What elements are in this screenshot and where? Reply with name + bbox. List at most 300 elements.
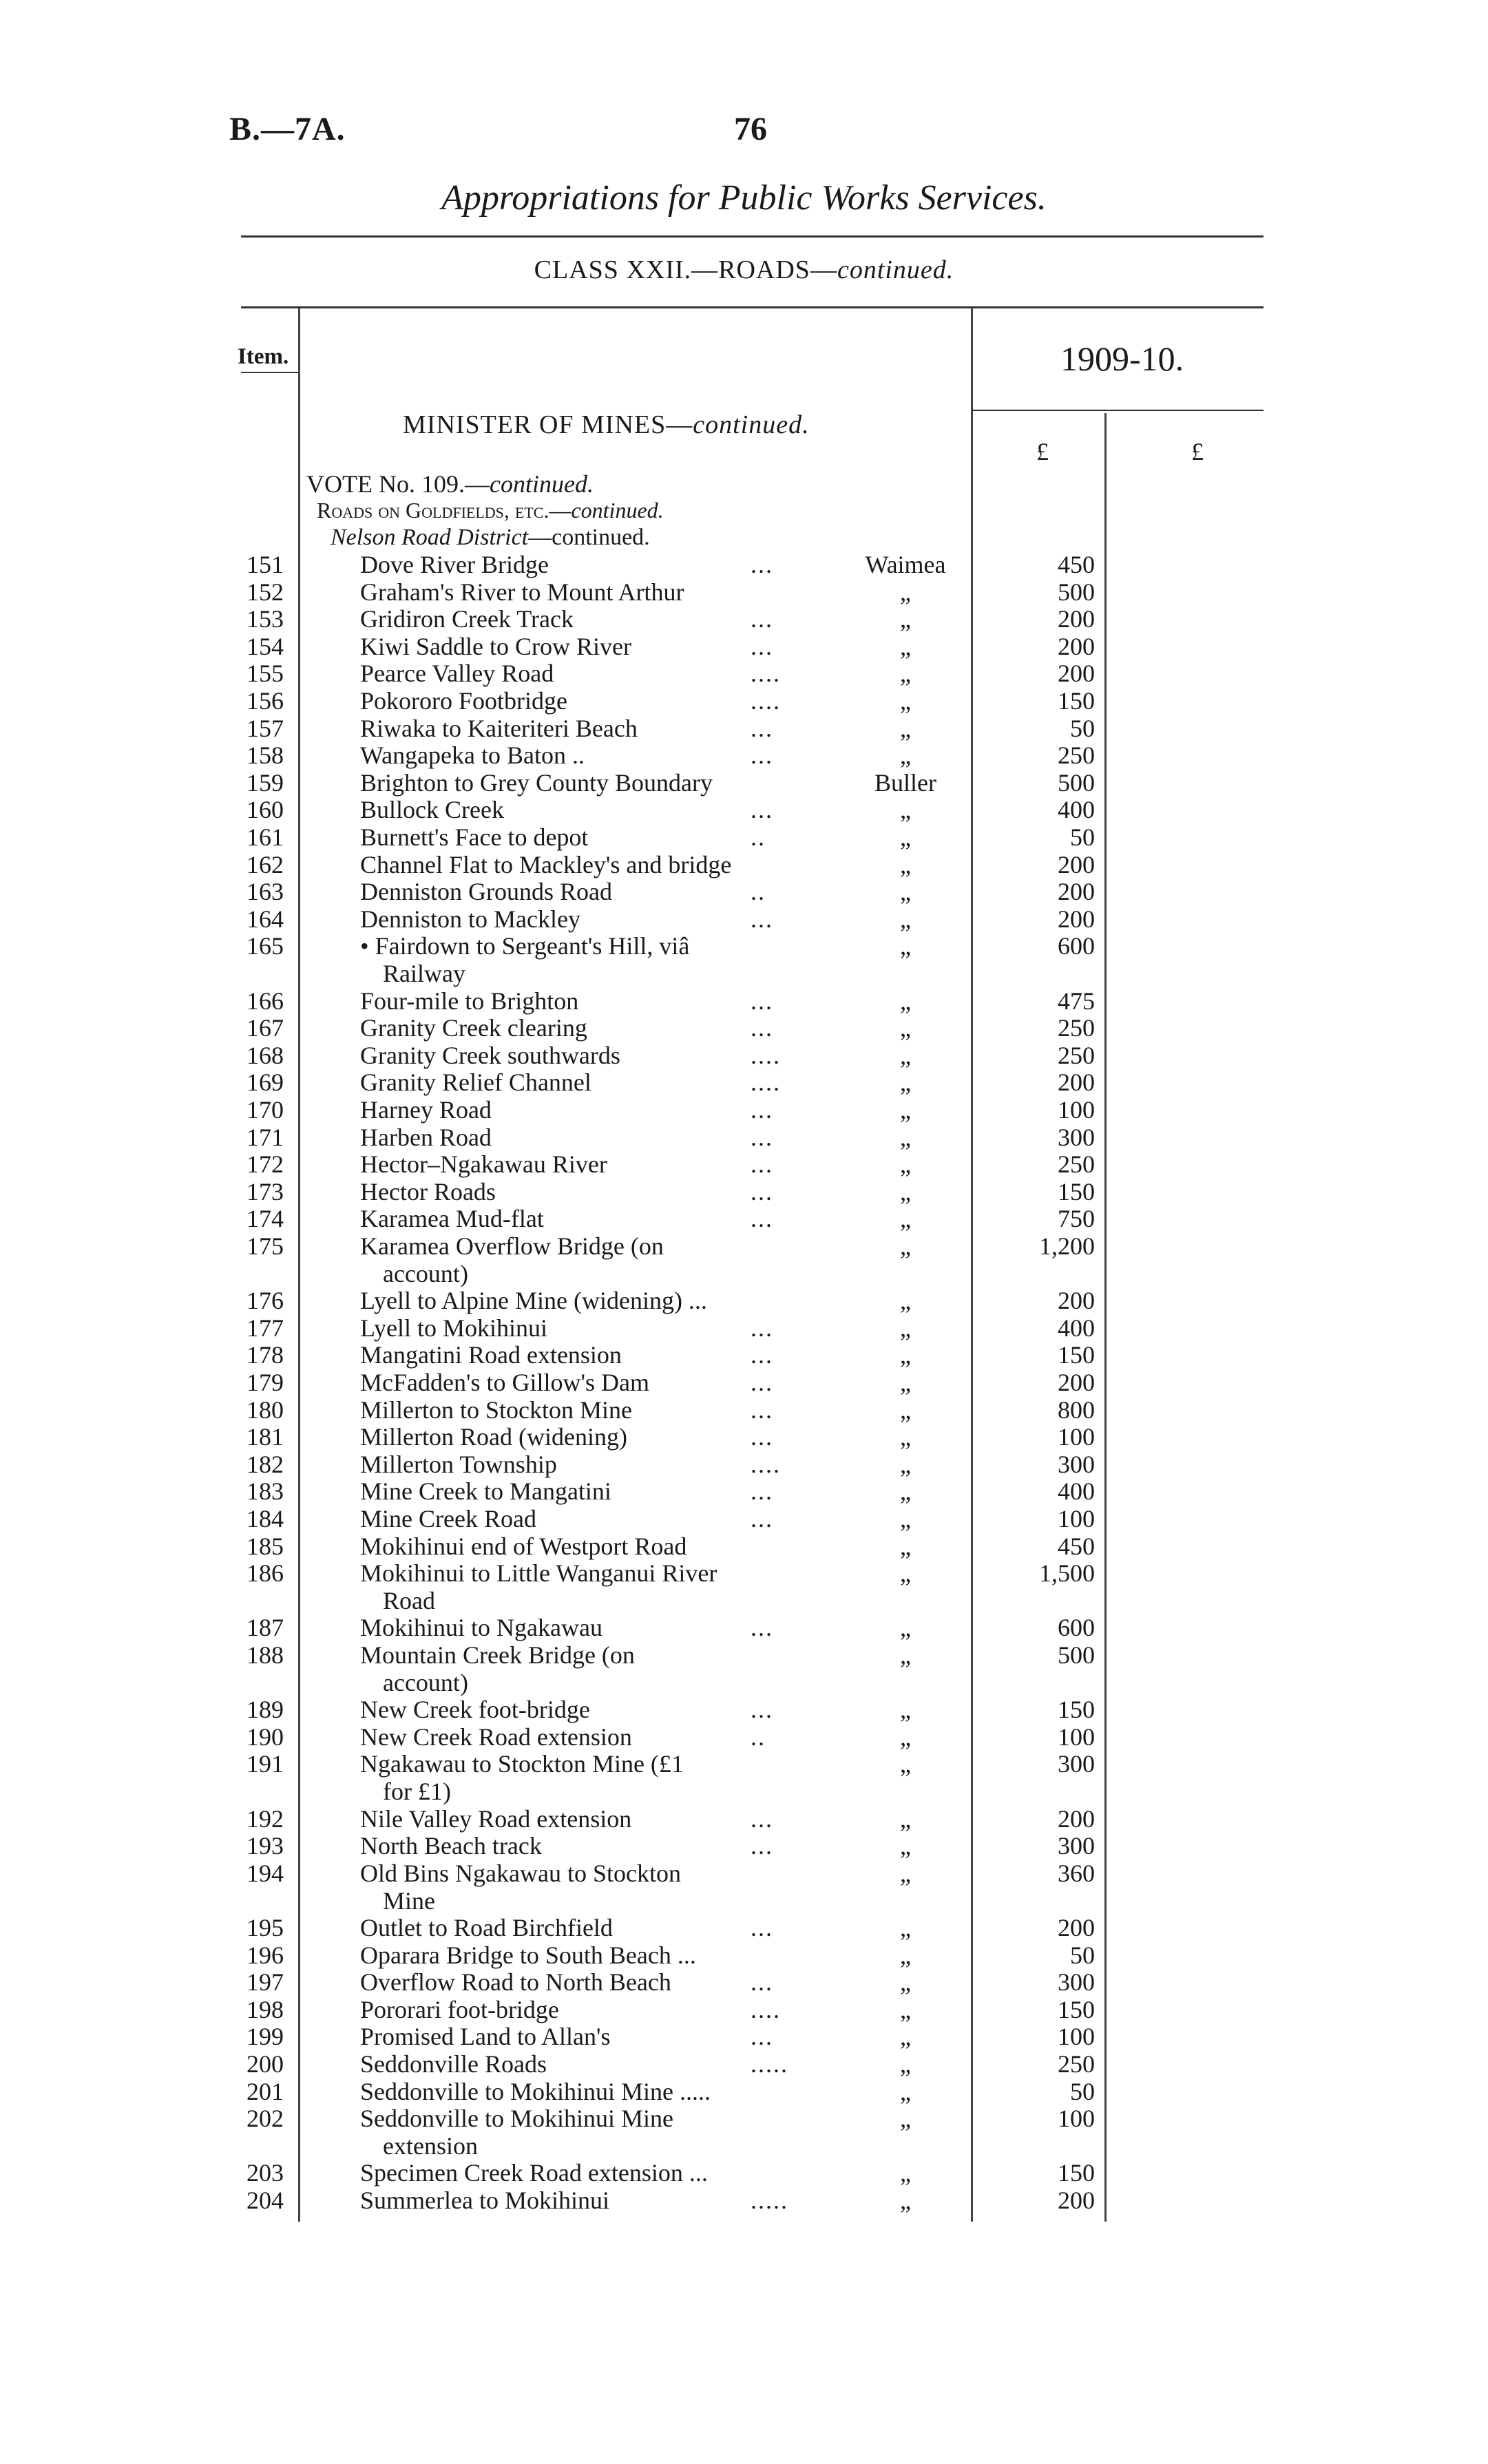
item-description: Harben Road xyxy=(360,1123,492,1151)
item-number: 155 xyxy=(247,660,284,688)
road-district: „ xyxy=(900,1068,911,1097)
amount: 150 xyxy=(1058,1696,1095,1724)
amount: 100 xyxy=(1058,1723,1095,1751)
table-row xyxy=(0,1096,1488,1124)
road-district: „ xyxy=(900,687,911,715)
amount: 200 xyxy=(1058,878,1095,906)
road-district: „ xyxy=(900,1205,911,1233)
page-subtitle: Appropriations for Public Works Services. xyxy=(441,178,1047,218)
leader-dots: ... xyxy=(751,1804,773,1833)
table-row xyxy=(0,1859,1488,1915)
amount: 400 xyxy=(1058,1477,1095,1506)
item-description: Promised Land to Allan's xyxy=(360,2023,611,2051)
amount: 100 xyxy=(1058,2105,1095,2133)
item-description: Burnett's Face to depot xyxy=(360,823,589,851)
leader-dots: ... xyxy=(751,1123,773,1151)
road-district: „ xyxy=(900,905,911,933)
item-description: Seddonville Roads xyxy=(360,2050,547,2078)
item-description: Mokihinui to Little Wanganui River xyxy=(360,1559,717,1588)
road-district: „ xyxy=(900,932,911,960)
leader-dots: ... xyxy=(751,1968,773,1997)
leader-dots: ... xyxy=(751,1832,773,1860)
item-number: 175 xyxy=(247,1232,284,1260)
road-district: „ xyxy=(900,1341,911,1369)
item-number: 180 xyxy=(247,1396,284,1424)
rule-item-under xyxy=(241,372,298,373)
item-description-continued: Road xyxy=(383,1587,435,1615)
leader-dots: ... xyxy=(751,1314,773,1342)
item-number: 176 xyxy=(247,1287,284,1315)
district-heading-name: Nelson Road District xyxy=(331,525,529,550)
item-description: Specimen Creek Road extension ... xyxy=(360,2159,708,2187)
item-number: 171 xyxy=(247,1123,284,1151)
item-description: Riwaka to Kaiteriteri Beach xyxy=(360,714,638,742)
amount: 200 xyxy=(1058,1914,1095,1941)
item-description: Kiwi Saddle to Crow River xyxy=(360,632,631,660)
item-number: 185 xyxy=(247,1532,284,1560)
item-number: 153 xyxy=(247,605,284,633)
table-row xyxy=(0,1068,1488,1096)
leader-dots: ... xyxy=(751,605,773,633)
amount: 250 xyxy=(1058,1150,1095,1179)
amount: 50 xyxy=(1070,2077,1095,2105)
amount: 1,500 xyxy=(1039,1559,1095,1588)
item-number: 178 xyxy=(247,1341,284,1369)
table-row xyxy=(0,1559,1488,1615)
table-row xyxy=(0,1451,1488,1478)
table-row xyxy=(0,823,1488,851)
leader-dots: ... xyxy=(751,551,773,578)
item-number: 162 xyxy=(247,850,284,878)
currency-header-1: £ xyxy=(1036,438,1049,465)
road-district: „ xyxy=(900,1450,911,1478)
district-heading-suffix: —continued. xyxy=(528,525,650,550)
table-row xyxy=(0,1232,1488,1287)
item-description: Millerton Road (widening) xyxy=(360,1423,627,1451)
item-number: 190 xyxy=(247,1723,284,1751)
item-description: Ngakawau to Stockton Mine (£1 xyxy=(360,1750,684,1778)
item-number: 182 xyxy=(247,1450,284,1478)
table-row xyxy=(0,1723,1488,1751)
amount: 600 xyxy=(1058,1614,1095,1642)
table-row xyxy=(0,769,1488,797)
road-district: Buller xyxy=(874,768,936,797)
road-district: „ xyxy=(900,1477,911,1506)
item-number: 168 xyxy=(247,1041,284,1069)
amount: 100 xyxy=(1058,1096,1095,1124)
item-number: 200 xyxy=(247,2050,284,2078)
leader-dots: .... xyxy=(751,1041,781,1069)
ministry-heading xyxy=(403,410,810,440)
table-row xyxy=(0,2187,1488,2214)
table-row xyxy=(0,1042,1488,1069)
item-description-continued: Mine xyxy=(383,1886,435,1915)
road-district: „ xyxy=(900,1232,911,1260)
item-number: 193 xyxy=(247,1832,284,1860)
item-number: 204 xyxy=(247,2187,284,2214)
item-description: Mokihinui end of Westport Road xyxy=(360,1532,687,1560)
table-row xyxy=(0,1014,1488,1042)
table-row xyxy=(0,2023,1488,2050)
table-row xyxy=(0,2105,1488,2160)
leader-dots: ..... xyxy=(751,2050,788,2078)
table-row xyxy=(0,715,1488,742)
item-number: 186 xyxy=(247,1559,284,1588)
road-district: „ xyxy=(900,2077,911,2105)
item-number: 184 xyxy=(247,1505,284,1533)
road-district: „ xyxy=(900,1396,911,1424)
road-district: „ xyxy=(900,1041,911,1069)
leader-dots: ... xyxy=(751,1423,773,1451)
amount: 475 xyxy=(1058,987,1095,1015)
road-district: „ xyxy=(900,2159,911,2187)
leader-dots: ... xyxy=(751,1341,773,1369)
road-district: „ xyxy=(900,2105,911,2133)
road-district: Waimea xyxy=(865,551,946,578)
leader-dots: .... xyxy=(751,1450,781,1478)
table-row xyxy=(0,932,1488,988)
road-district: „ xyxy=(900,1014,911,1042)
amount: 150 xyxy=(1058,1995,1095,2023)
table-row xyxy=(0,1314,1488,1342)
amount: 50 xyxy=(1070,714,1095,742)
amount: 250 xyxy=(1058,1041,1095,1069)
table-row xyxy=(0,1641,1488,1696)
road-district: „ xyxy=(900,2187,911,2214)
road-district: „ xyxy=(900,1696,911,1724)
amount: 400 xyxy=(1058,796,1095,824)
leader-dots: ... xyxy=(751,1505,773,1533)
item-number: 173 xyxy=(247,1177,284,1205)
item-description: Mine Creek Road xyxy=(360,1505,536,1533)
item-number: 189 xyxy=(247,1696,284,1724)
road-district: „ xyxy=(900,578,911,606)
item-number: 163 xyxy=(247,878,284,906)
road-district: „ xyxy=(900,1723,911,1751)
table-row xyxy=(0,1287,1488,1314)
amount: 1,200 xyxy=(1039,1232,1095,1260)
item-description: Four-mile to Brighton xyxy=(360,987,579,1015)
road-district: „ xyxy=(900,1859,911,1887)
leader-dots: ... xyxy=(751,632,773,660)
item-number: 197 xyxy=(247,1968,284,1997)
leader-dots: .. xyxy=(751,878,766,906)
road-district: „ xyxy=(900,850,911,878)
leader-dots: .... xyxy=(751,660,781,688)
item-number: 201 xyxy=(247,2077,284,2105)
amount: 750 xyxy=(1058,1205,1095,1233)
item-description: Oparara Bridge to South Beach ... xyxy=(360,1941,696,1969)
table-row xyxy=(0,1477,1488,1505)
road-district: „ xyxy=(900,1804,911,1833)
table-row xyxy=(0,878,1488,905)
road-district: „ xyxy=(900,1123,911,1151)
page-number: 76 xyxy=(734,111,767,147)
leader-dots: .... xyxy=(751,687,781,715)
table-row xyxy=(0,1750,1488,1806)
amount: 200 xyxy=(1058,605,1095,633)
leader-dots: ... xyxy=(751,1914,773,1941)
table-row xyxy=(0,1205,1488,1232)
leader-dots: ... xyxy=(751,741,773,770)
road-district: „ xyxy=(900,1287,911,1315)
road-district: „ xyxy=(900,1968,911,1997)
item-number: 179 xyxy=(247,1369,284,1396)
road-district: „ xyxy=(900,1096,911,1124)
road-district: „ xyxy=(900,1832,911,1860)
amount: 500 xyxy=(1058,578,1095,606)
leader-dots: ... xyxy=(751,1150,773,1179)
leader-dots: ..... xyxy=(751,2187,788,2214)
table-row xyxy=(0,2078,1488,2105)
roads-heading-italic: continued. xyxy=(571,498,664,523)
table-row xyxy=(0,1423,1488,1451)
road-district: „ xyxy=(900,1641,911,1669)
item-number: 174 xyxy=(247,1205,284,1233)
item-description: Granity Relief Channel xyxy=(360,1068,591,1097)
item-description: Pearce Valley Road xyxy=(360,660,554,688)
table-row xyxy=(0,1124,1488,1151)
table-row xyxy=(0,1150,1488,1178)
table-row xyxy=(0,1178,1488,1205)
rule-top xyxy=(241,235,1264,238)
item-number: 203 xyxy=(247,2159,284,2187)
class-heading xyxy=(0,255,1488,285)
leader-dots: ... xyxy=(751,987,773,1015)
amount: 500 xyxy=(1058,1641,1095,1669)
table-row xyxy=(0,1941,1488,1969)
item-number: 202 xyxy=(247,2105,284,2133)
item-number: 177 xyxy=(247,1314,284,1342)
item-description: Gridiron Creek Track xyxy=(360,605,574,633)
table-row xyxy=(0,578,1488,606)
item-number: 157 xyxy=(247,714,284,742)
item-number: 199 xyxy=(247,2023,284,2051)
vote-heading-italic: continued. xyxy=(489,470,594,498)
road-district: „ xyxy=(900,714,911,742)
table-row xyxy=(0,796,1488,823)
column-header-year: 1909-10. xyxy=(1060,339,1184,378)
amount: 50 xyxy=(1070,1941,1095,1969)
item-description: New Creek foot-bridge xyxy=(360,1696,590,1724)
leader-dots: ... xyxy=(751,1614,773,1642)
amount: 450 xyxy=(1058,551,1095,578)
amount: 200 xyxy=(1058,1287,1095,1315)
amount: 450 xyxy=(1058,1532,1095,1560)
table-row xyxy=(0,2159,1488,2187)
amount: 400 xyxy=(1058,1314,1095,1342)
item-number: 183 xyxy=(247,1477,284,1506)
item-description-continued: account) xyxy=(383,1260,468,1287)
amount: 100 xyxy=(1058,1423,1095,1451)
item-number: 161 xyxy=(247,823,284,851)
item-description: Karamea Overflow Bridge (on xyxy=(360,1232,664,1260)
table-row xyxy=(0,905,1488,933)
item-description: Granity Creek clearing xyxy=(360,1014,587,1042)
leader-dots: ... xyxy=(751,1369,773,1396)
amount: 50 xyxy=(1070,823,1095,851)
amount: 200 xyxy=(1058,1369,1095,1396)
road-district: „ xyxy=(900,2023,911,2051)
amount: 200 xyxy=(1058,632,1095,660)
item-number: 187 xyxy=(247,1614,284,1642)
item-description: Karamea Mud-flat xyxy=(360,1205,544,1233)
road-district: „ xyxy=(900,1559,911,1588)
item-description: Summerlea to Mokihinui xyxy=(360,2187,609,2214)
item-number: 164 xyxy=(247,905,284,933)
amount: 150 xyxy=(1058,1177,1095,1205)
leader-dots: ... xyxy=(751,796,773,824)
table-row xyxy=(0,1696,1488,1723)
leader-dots: ... xyxy=(751,905,773,933)
road-district: „ xyxy=(900,1914,911,1941)
leader-dots: ... xyxy=(751,1177,773,1205)
road-district: „ xyxy=(900,632,911,660)
ministry-heading-main: MINISTER OF MINES— xyxy=(403,410,693,439)
table-row xyxy=(0,633,1488,660)
table-row xyxy=(0,660,1488,687)
item-number: 169 xyxy=(247,1068,284,1097)
item-description: Hector Roads xyxy=(360,1177,496,1205)
item-description: Hector–Ngakawau River xyxy=(360,1150,607,1179)
table-row xyxy=(0,1832,1488,1860)
table-row xyxy=(0,1369,1488,1396)
leader-dots: ... xyxy=(751,1696,773,1724)
leader-dots: ... xyxy=(751,1477,773,1506)
amount: 100 xyxy=(1058,1505,1095,1533)
amount: 300 xyxy=(1058,1832,1095,1860)
item-number: 158 xyxy=(247,741,284,770)
table-row xyxy=(0,1505,1488,1533)
table-row xyxy=(0,1914,1488,1941)
amount: 150 xyxy=(1058,687,1095,715)
road-district: „ xyxy=(900,1941,911,1969)
item-description: Mokihinui to Ngakawau xyxy=(360,1614,602,1642)
item-description: Outlet to Road Birchfield xyxy=(360,1914,613,1941)
table-row xyxy=(0,1341,1488,1369)
vote-heading xyxy=(306,470,594,498)
item-description: Channel Flat to Mackley's and bridge xyxy=(360,850,732,878)
item-description: Wangapeka to Baton .. xyxy=(360,741,585,770)
road-district: „ xyxy=(900,605,911,633)
item-description: Lyell to Mokihinui xyxy=(360,1314,548,1342)
leader-dots: ... xyxy=(751,1396,773,1424)
item-number: 159 xyxy=(247,768,284,797)
item-description: Seddonville to Mokihinui Mine ..... xyxy=(360,2077,711,2105)
road-district: „ xyxy=(900,1750,911,1778)
road-district: „ xyxy=(900,1369,911,1396)
amount: 800 xyxy=(1058,1396,1095,1424)
amount: 200 xyxy=(1058,850,1095,878)
amount: 360 xyxy=(1058,1859,1095,1887)
item-number: 188 xyxy=(247,1641,284,1669)
road-district: „ xyxy=(900,660,911,688)
amount: 100 xyxy=(1058,2023,1095,2051)
leader-dots: .. xyxy=(751,823,766,851)
amount: 300 xyxy=(1058,1968,1095,1997)
table-row xyxy=(0,1614,1488,1641)
amount: 300 xyxy=(1058,1450,1095,1478)
amount: 150 xyxy=(1058,1341,1095,1369)
leader-dots: .... xyxy=(751,1995,781,2023)
item-description: Brighton to Grey County Boundary xyxy=(360,768,713,797)
amount: 500 xyxy=(1058,768,1095,797)
item-description: New Creek Road extension xyxy=(360,1723,632,1751)
amount: 250 xyxy=(1058,2050,1095,2078)
leader-dots: .... xyxy=(751,1068,781,1097)
table-row xyxy=(0,1805,1488,1833)
roads-heading-main: Roads on Goldfields, etc.— xyxy=(317,498,572,523)
table-row xyxy=(0,987,1488,1015)
amount: 200 xyxy=(1058,905,1095,933)
road-district: „ xyxy=(900,1532,911,1560)
rule-table-top xyxy=(241,306,1264,308)
item-description-continued: account) xyxy=(383,1669,468,1696)
leader-dots: ... xyxy=(751,1014,773,1042)
vote-heading-main: VOTE No. 109.— xyxy=(306,470,490,498)
item-description: Denniston to Mackley xyxy=(360,905,580,933)
item-number: 194 xyxy=(247,1859,284,1887)
item-description-continued: Railway xyxy=(383,960,465,988)
road-district: „ xyxy=(900,878,911,906)
item-number: 196 xyxy=(247,1941,284,1969)
item-description: Nile Valley Road extension xyxy=(360,1804,632,1833)
item-description: Mine Creek to Mangatini xyxy=(360,1477,611,1506)
item-number: 198 xyxy=(247,1995,284,2023)
table-row xyxy=(0,741,1488,769)
item-number: 165 xyxy=(247,932,284,960)
document-code: B.—7A. xyxy=(229,111,346,147)
amount: 150 xyxy=(1058,2159,1095,2187)
amount: 200 xyxy=(1058,1068,1095,1097)
road-district: „ xyxy=(900,1314,911,1342)
item-description: Overflow Road to North Beach xyxy=(360,1968,671,1997)
amount: 300 xyxy=(1058,1750,1095,1778)
item-description: Harney Road xyxy=(360,1096,492,1124)
item-description-continued: extension xyxy=(383,2132,478,2160)
item-number: 152 xyxy=(247,578,284,606)
item-number: 156 xyxy=(247,687,284,715)
roads-heading xyxy=(317,498,664,523)
item-number: 192 xyxy=(247,1804,284,1833)
amount: 200 xyxy=(1058,1804,1095,1833)
leader-dots: ... xyxy=(751,1096,773,1124)
item-number: 181 xyxy=(247,1423,284,1451)
table-row xyxy=(0,605,1488,633)
table-row xyxy=(0,2050,1488,2078)
item-description: Pororari foot-bridge xyxy=(360,1995,559,2023)
item-number: 195 xyxy=(247,1914,284,1941)
road-district: „ xyxy=(900,987,911,1015)
amount: 250 xyxy=(1058,1014,1095,1042)
leader-dots: ... xyxy=(751,2023,773,2051)
item-description: McFadden's to Gillow's Dam xyxy=(360,1369,649,1396)
amount: 200 xyxy=(1058,660,1095,688)
class-heading-main: CLASS XXII.—ROADS— xyxy=(534,255,837,284)
item-description: Denniston Grounds Road xyxy=(360,878,612,906)
item-description: Seddonville to Mokihinui Mine xyxy=(360,2105,673,2133)
item-description-continued: for £1) xyxy=(383,1778,451,1806)
item-description: • Fairdown to Sergeant's Hill, viâ xyxy=(360,932,690,960)
road-district: „ xyxy=(900,1614,911,1642)
column-header-item: Item. xyxy=(238,344,289,369)
amount: 250 xyxy=(1058,741,1095,770)
item-number: 170 xyxy=(247,1096,284,1124)
road-district: „ xyxy=(900,796,911,824)
table-row xyxy=(0,551,1488,578)
item-number: 160 xyxy=(247,796,284,824)
amount: 300 xyxy=(1058,1123,1095,1151)
